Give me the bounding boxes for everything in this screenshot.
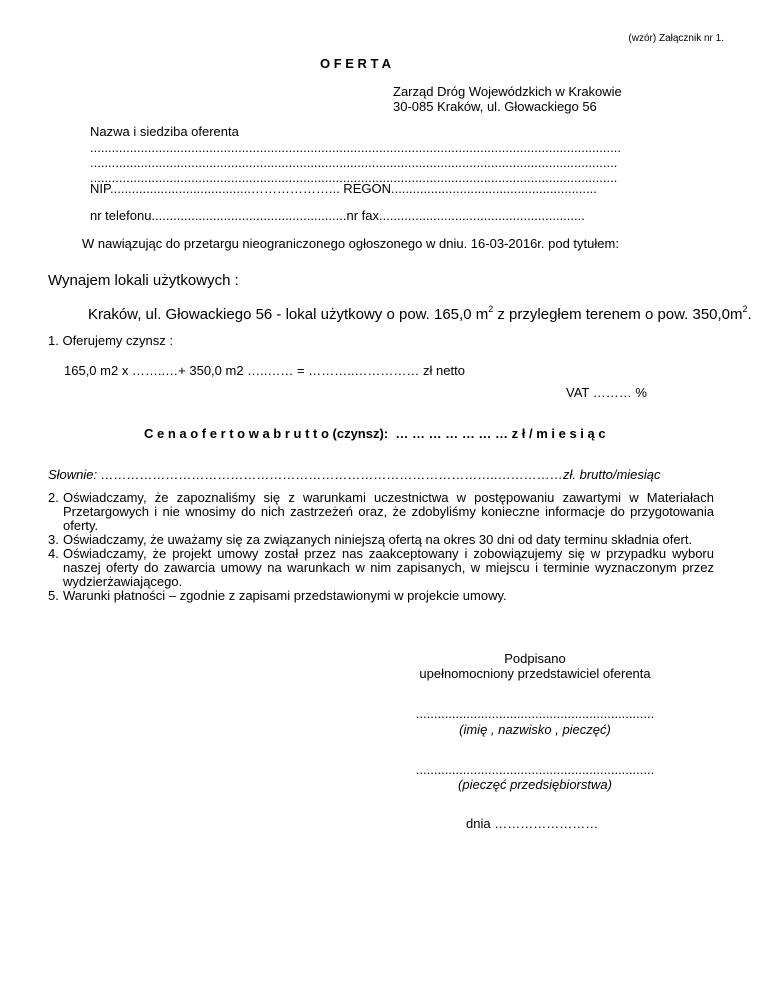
rent-calculation-field[interactable]: 165,0 m2 x ……..…+ 350,0 m2 …..…… = ………..…………… zł netto (64, 363, 465, 378)
statement-item: 3. Oświadczamy, że uważamy się za związanych niniejszą ofertą na okres 30 dni od daty terminu składnia ofert. (48, 532, 693, 547)
amount-in-words-field[interactable]: Słownie: ………………………………………………………………………………..……………zł. brutto/miesiąc (48, 467, 661, 482)
subject-detail: Kraków, ul. Głowackiego 56 - lokal użytkowy o pow. 165,0 $m^2$ z przyległem terenem o pow. $350,0m^2$. (88, 304, 752, 323)
statements-list (48, 491, 714, 603)
subject-title: Wynajem lokali użytkowych : (48, 272, 239, 289)
company-stamp-field[interactable]: .................................................................. (415, 762, 655, 777)
gross-price-label: C e n a o f e r t o w a b r u t t o (czynsz): (144, 426, 389, 441)
recipient-line-2: 30-085 Kraków, ul. Głowackiego 56 (393, 99, 597, 114)
bidder-dots-line-3[interactable]: .................................................................................................................................................. (90, 170, 618, 185)
date-field[interactable]: dnia …………………… (466, 816, 599, 831)
signed-label: Podpisano (504, 651, 566, 666)
signer-label: upełnomocniony przedstawiciel oferenta (419, 666, 651, 681)
statement-item: 4. Oświadczamy, że projekt umowy został przez nas zaakceptowany i zobowiązujemy się w przypadku wyboru naszej oferty do zawarcia umowy na warunkach w nim zapisanych, w miejscu i terminie wyznaczonym przez wydzierżawiającego. (48, 546, 714, 589)
statement-item: 2. Oświadczamy, że zapoznaliśmy się z warunkami uczestnictwa w postępowaniu zawartymi w Materiałach Przetargowych i nie wnosimy do nich zastrzeżeń oraz, że zdobyliśmy konieczne informacje do przygotowania oferty. (48, 490, 714, 533)
tender-reference: W nawiązując do przetargu nieograniczonego ogłoszonego w dniu. 16-03-2016r. pod tytułem: (82, 236, 619, 251)
signature-name-field[interactable]: .................................................................. (415, 706, 655, 721)
gross-price-value[interactable]: … … … … … … … z ł / m i e s i ą c (395, 426, 606, 441)
bidder-label: Nazwa i siedziba oferenta (90, 124, 239, 139)
attachment-note: (wzór) Załącznik nr 1. (628, 33, 724, 44)
gross-price-line (144, 426, 606, 441)
bidder-dots-line-1[interactable]: ................................................................................................................................................... (90, 140, 621, 155)
bidder-dots-line-2[interactable]: .................................................................................................................................................. (90, 155, 618, 170)
signature-name-caption: (imię , nazwisko , pieczęć) (459, 722, 611, 737)
statement-item: 5. Warunki płatności – zgodnie z zapisami przedstawionymi w projekcie umowy. (48, 588, 507, 603)
phone-fax-field[interactable]: nr telefonu......................................................nr fax......................................................... (90, 208, 585, 223)
company-stamp-caption: (pieczęć przedsiębiorstwa) (458, 777, 612, 792)
nip-regon-field[interactable]: NIP.......................................………………... REGON......................................................... (90, 181, 597, 196)
page-title: O F E R T A (320, 56, 392, 71)
vat-field[interactable]: VAT ……… % (566, 385, 647, 400)
offer-item-1: 1. Oferujemy czynsz : (48, 333, 173, 348)
recipient-line-1: Zarząd Dróg Wojewódzkich w Krakowie (393, 84, 622, 99)
